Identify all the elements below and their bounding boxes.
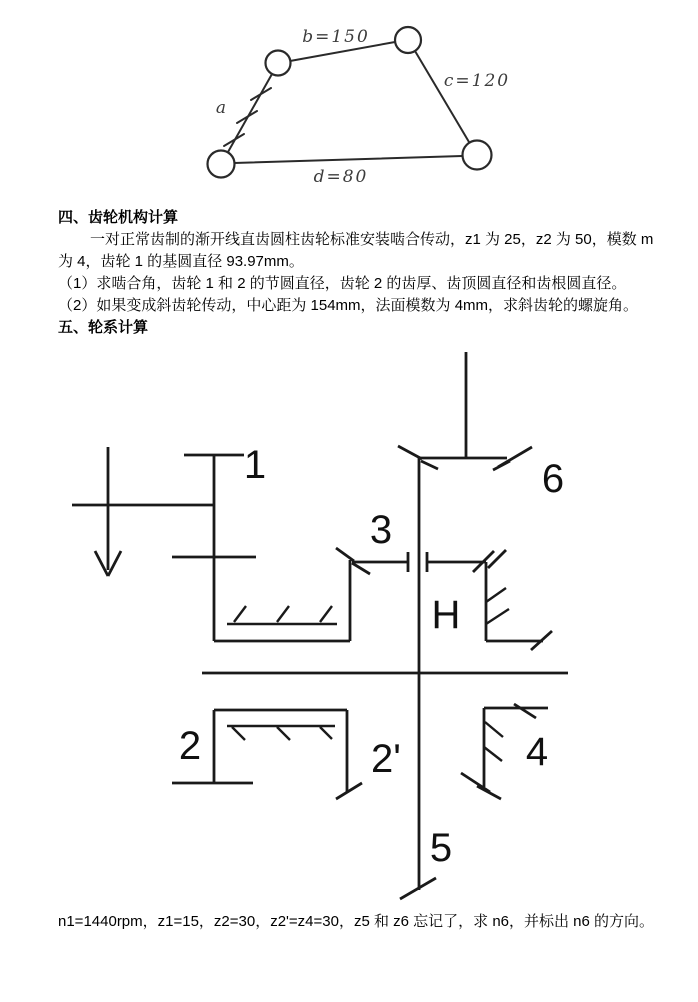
- section5-heading: 五、轮系计算: [58, 319, 149, 336]
- section4-item2: （2）如果变成斜齿轮传动，中心距为 154mm，法面模数为 4mm，求斜齿轮的螺旋角。: [58, 297, 639, 314]
- joint-bottom-right: [463, 141, 492, 170]
- linkage-links: [228, 42, 469, 163]
- section4-paragraph-line1: 一对正常齿制的渐开线直齿圆柱齿轮标准安装啮合传动，z1 为 25，z2 为 50，模数 m: [90, 231, 654, 248]
- carrier-H-label: H: [431, 593, 461, 637]
- gear-train-given-conditions: n1=1440rpm，z1=15，z2=30，z2'=z4=30，z5 和 z6 忘记了，求 n6，并标出 n6 的方向。: [58, 913, 655, 930]
- gear5-label: 5: [429, 826, 453, 870]
- gear2prime-label: 2': [371, 737, 401, 781]
- gear4-label: 4: [525, 730, 549, 774]
- link-b-label: b=150: [302, 27, 370, 47]
- carrier-H-bracket: [473, 550, 552, 650]
- joint-top-left: [266, 51, 291, 76]
- gear-train-diagram: [0, 340, 698, 905]
- input-rotation-arrow: [95, 447, 121, 576]
- joint-bottom-left: [208, 151, 235, 178]
- gear1-label: 1: [243, 443, 267, 487]
- left-bracket-gear3-assembly: [214, 548, 370, 641]
- gear6-label: 6: [541, 457, 565, 501]
- section4-heading: 四、齿轮机构计算: [58, 209, 179, 226]
- gear3-label: 3: [369, 508, 393, 552]
- joint-top-right: [395, 27, 421, 53]
- section4-item1: （1）求啮合角，齿轮 1 和 2 的节圆直径，齿轮 2 的齿厚、齿顶圆直径和齿根圆直径。: [58, 275, 627, 292]
- four-bar-linkage-diagram: [0, 0, 698, 210]
- gear6-symbol: [398, 352, 532, 470]
- link-a-hatch-marks: [224, 88, 271, 146]
- link-c-label: c=120: [443, 71, 511, 91]
- link-d-label: d=80: [313, 167, 369, 187]
- section4-paragraph-line2: 为 4，齿轮 1 的基圆直径 93.97mm。: [58, 253, 304, 270]
- gear2-label: 2: [178, 724, 202, 768]
- link-a-label: a: [215, 98, 229, 118]
